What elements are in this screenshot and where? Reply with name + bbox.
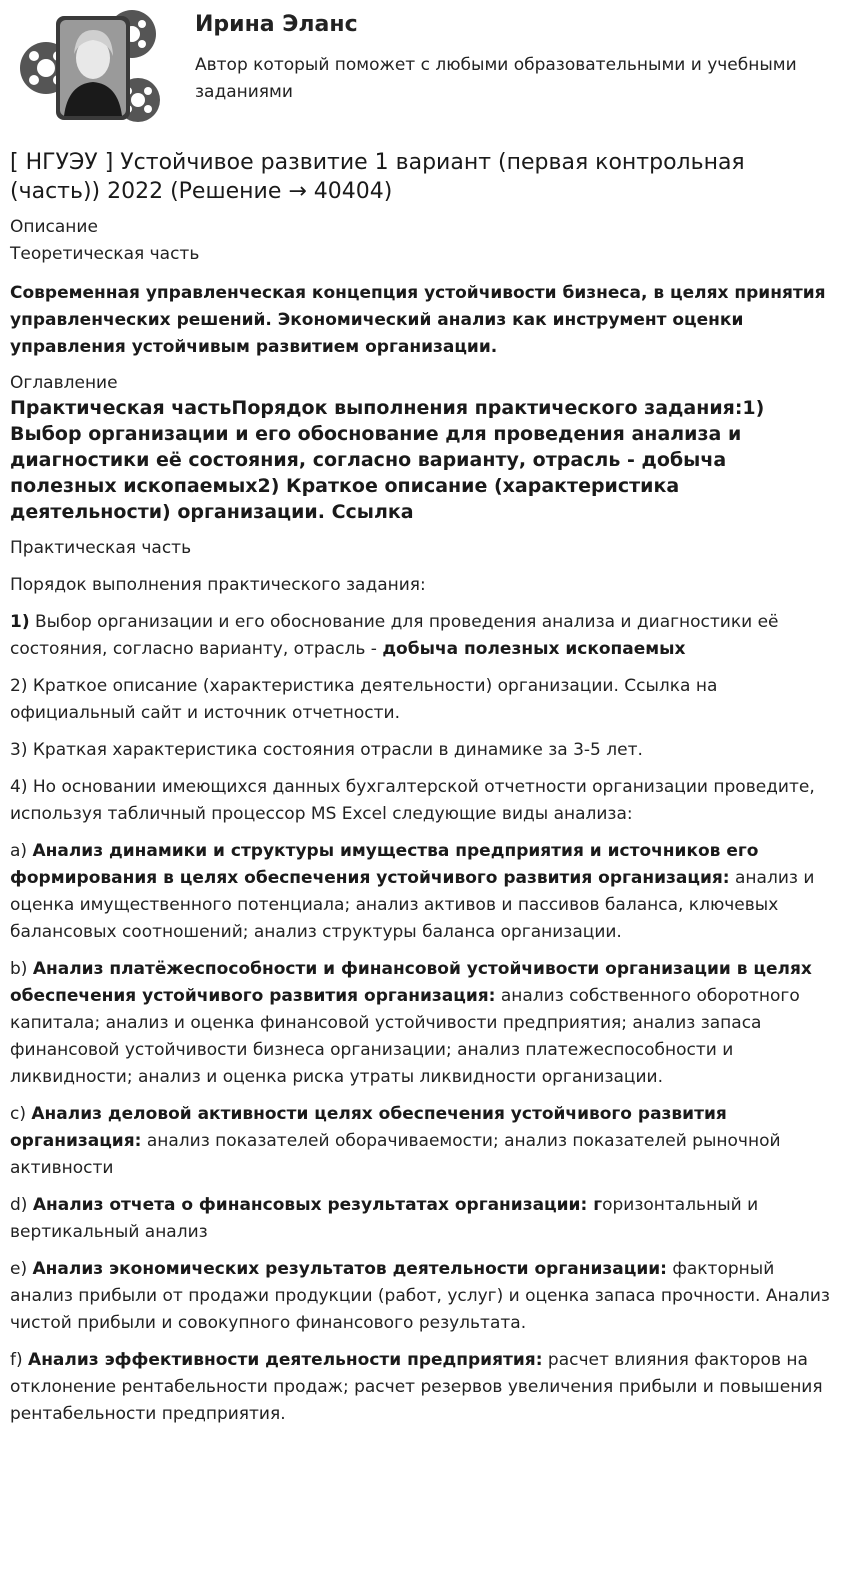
avatar-image bbox=[16, 6, 164, 126]
list-item: 2) Краткое описание (характеристика деятельности) организации. Ссылка на официальный сайт и источник отчетности. bbox=[10, 676, 718, 723]
theory-label: Теоретическая часть bbox=[10, 244, 200, 264]
list-item: f) Анализ эффективности деятельности предприятия: расчет влияния факторов на отклонение рентабельности продаж; расчет резервов увеличения прибыли и повышения рентабельности предприятия. bbox=[10, 1350, 823, 1424]
author-name[interactable]: Ирина Эланс bbox=[195, 12, 358, 37]
toc-label: Оглавление bbox=[10, 373, 118, 393]
author-description: Автор который поможет с любыми образовательными и учебными заданиями bbox=[195, 55, 797, 102]
list-item: 3) Краткая характеристика состояния отрасли в динамике за 3-5 лет. bbox=[10, 740, 643, 760]
author-block bbox=[10, 0, 837, 132]
description-label: Описание bbox=[10, 217, 98, 237]
order-label: Порядок выполнения практического задания: bbox=[10, 575, 426, 595]
list-item: e) Анализ экономических результатов деятельности организации: факторный анализ прибыли от продажи продукции (работ, услуг) и оценка запаса прочности. Анализ чистой прибыли и совокупного финансового результата. bbox=[10, 1259, 830, 1333]
page-title: [ НГУЭУ ] Устойчивое развитие 1 вариант (первая контрольная (часть)) 2022 (Решение → 40404) bbox=[10, 150, 745, 204]
avatar[interactable] bbox=[16, 6, 164, 126]
list-item: 1) Выбор организации и его обоснование для проведения анализа и диагностики её состояния, согласно варианту, отрасль - добыча полезных ископаемых bbox=[10, 612, 779, 659]
list-item: c) Анализ деловой активности целях обеспечения устойчивого развития организация: анализ показателей оборачиваемости; анализ показателей рыночной активности bbox=[10, 1104, 781, 1178]
practice-label: Практическая часть bbox=[10, 538, 192, 558]
list-item: d) Анализ отчета о финансовых результатах организации: горизонтальный и вертикальный анализ bbox=[10, 1195, 759, 1242]
theory-text: Современная управленческая концепция устойчивости бизнеса, в целях принятия управленческих решений. Экономический анализ как инструмент оценки управления устойчивым развитием организации. bbox=[10, 283, 826, 357]
task-list bbox=[10, 609, 837, 1428]
list-item: 4) Но основании имеющихся данных бухгалтерской отчетности организации проведите, используя табличный процессор MS Excel следующие виды анализа: bbox=[10, 777, 815, 824]
toc-text: Практическая частьПорядок выполнения практического задания:1) Выбор организации и его обоснование для проведения анализа и диагностики её состояния, согласно варианту, отрасль - добыча полезных ископаемых2) Краткое описание (характеристика деятельности) организации. Ссылка bbox=[10, 397, 765, 523]
list-item: a) Анализ динамики и структуры имущества предприятия и источников его формирования в целях обеспечения устойчивого развития организация: анализ и оценка имущественного потенциала; анализ активов и пассивов баланса, ключевых балансовых соотношений; анализ структуры баланса организации. bbox=[10, 841, 815, 942]
list-item: b) Анализ платёжеспособности и финансовой устойчивости организации в целях обеспечения устойчивого развития организация: анализ собственного оборотного капитала; анализ и оценка финансовой устойчивости предприятия; анализ запаса финансовой устойчивости бизнеса организации; анализ платежеспособности и ликвидности; анализ и оценка риска утраты ликвидности организации. bbox=[10, 959, 812, 1087]
